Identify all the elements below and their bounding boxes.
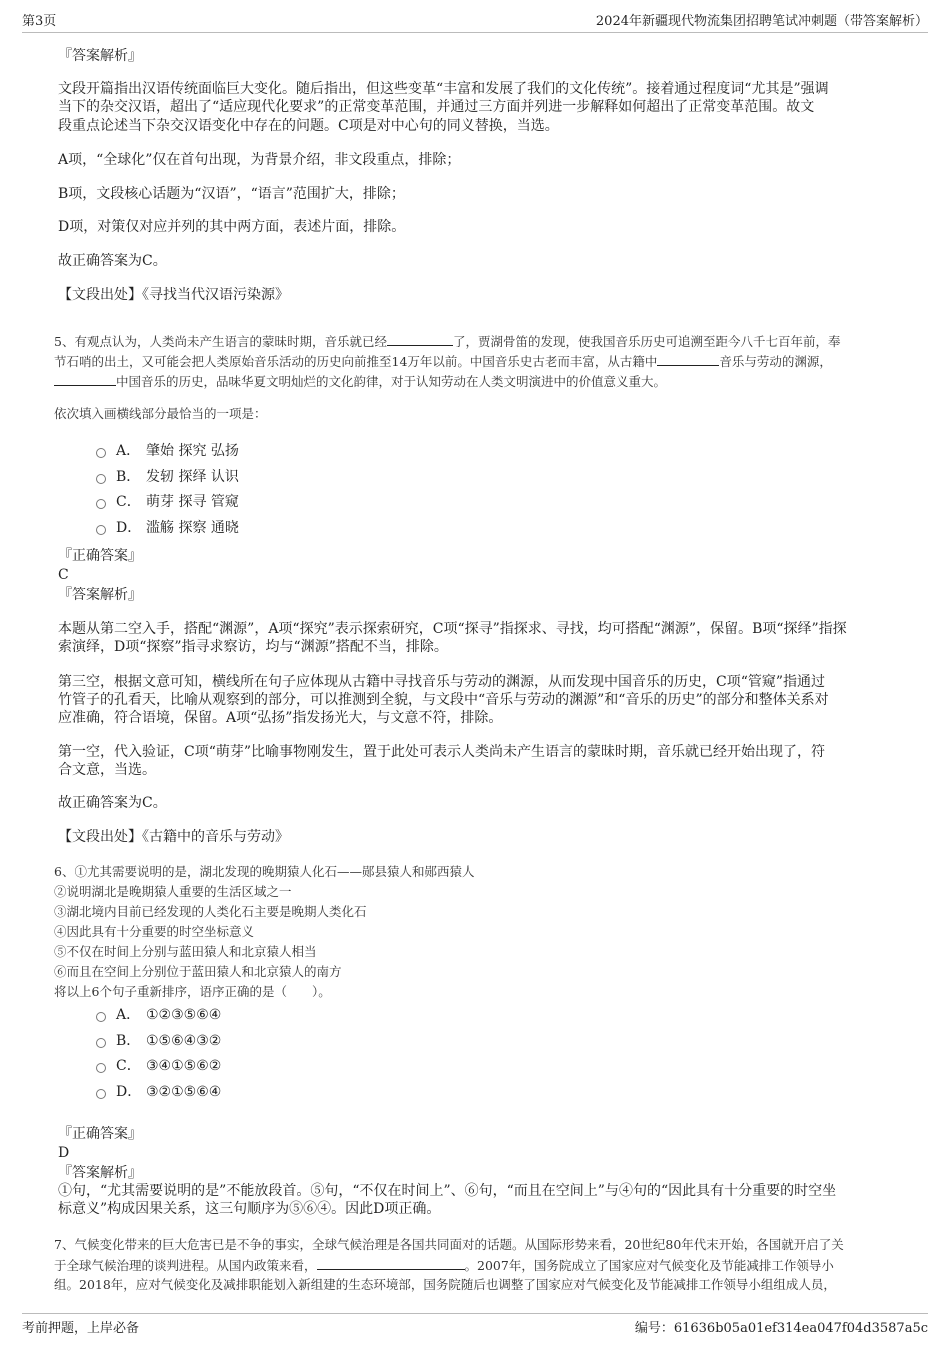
- blank-3: [54, 371, 116, 386]
- radio-icon[interactable]: [96, 448, 106, 458]
- blank-2: [657, 351, 719, 366]
- q5-prompt: 依次填入画横线部分最恰当的一项是：: [54, 406, 267, 421]
- blank-q7: [317, 1255, 465, 1270]
- q6-line6: ⑥而且在空间上分别位于蓝田猿人和北京猿人的南方: [54, 964, 342, 979]
- radio-icon[interactable]: [96, 474, 106, 484]
- radio-icon[interactable]: [96, 525, 106, 535]
- page-header: [22, 10, 928, 33]
- radio-icon[interactable]: [96, 499, 106, 509]
- blank-1: [387, 331, 453, 346]
- q4-analysis-d: D项，对策仅对应并列的其中两方面，表述片面，排除。: [58, 219, 406, 235]
- q5-stem-line1: 5、有观点认为，人类尚未产生语言的蒙昧时期，音乐就已经 了，贾湖骨笛的发现，使我国音乐历史可追溯至距今八千七百年前，奉: [54, 331, 902, 352]
- document-title: 2024年新疆现代物流集团招聘笔试冲刺题（带答案解析）: [595, 14, 928, 29]
- q6-line2: ②说明湖北是晚期猿人重要的生活区域之一: [54, 884, 292, 899]
- footer-slogan: 考前押题，上岸必备: [22, 1321, 140, 1336]
- q4-conclusion: 故正确答案为C。: [58, 253, 167, 269]
- page-number: 第3页: [22, 14, 57, 29]
- q5-stem-line2: 节石哨的出土，又可能会把人类原始音乐活动的历史向前推至14万年以前。中国音乐史古老而丰富，从古籍中 音乐与劳动的渊源，: [54, 351, 902, 372]
- q5-analysis-b2: 竹管子的孔看天，比喻从观察到的部分，可以推测到全貌，与文段中“音乐与劳动的渊源”和“音乐的历史”的部分和整体关系对: [58, 692, 829, 708]
- q5-analysis-a2: 索演绎，D项“探察”指寻求察访，均与“渊源”搭配不当，排除。: [58, 639, 448, 655]
- q5-option-a[interactable]: A． 肇始 探究 弘扬: [96, 443, 239, 460]
- q5-analysis-a1: 本题从第二空入手，搭配“渊源”，A项“探究”表示探索研究，C项“探寻”指探求、寻找，均可搭配“渊源”，保留。B项“探绎”指探: [58, 621, 847, 637]
- q5-option-d[interactable]: D． 滥觞 探察 通晓: [96, 520, 239, 537]
- q6-line4: ④因此具有十分重要的时空坐标意义: [54, 924, 255, 939]
- q5-analysis-b3: 应准确，符合语境，保留。A项“弘扬”指发扬光大，与文意不符，排除。: [58, 710, 503, 726]
- q5-option-c[interactable]: C． 萌芽 探寻 管窥: [96, 494, 239, 511]
- radio-icon[interactable]: [96, 1038, 106, 1048]
- q4-analysis-p3: 段重点论述当下杂交汉语变化中存在的问题。C项是对中心句的同义替换，当选。: [58, 118, 559, 134]
- q6-option-c[interactable]: C． ③④①⑤⑥②: [96, 1058, 221, 1075]
- radio-icon[interactable]: [96, 1063, 106, 1073]
- q4-analysis-b: B项，文段核心话题为“汉语”，“语言”范围扩大，排除；: [58, 186, 405, 202]
- q6-line3: ③湖北境内目前已经发现的人类化石主要是晚期人类化石: [54, 904, 367, 919]
- q6-prompt: 将以上6个句子重新排序，语序正确的是（ ）。: [54, 984, 331, 999]
- q6-analysis-label: 『答案解析』: [58, 1165, 142, 1181]
- q5-source: 【文段出处】《古籍中的音乐与劳动》: [58, 829, 289, 845]
- q6-line5: ⑤不仅在时间上分别与蓝田猿人和北京猿人相当: [54, 944, 317, 959]
- q5-analysis-b1: 第三空，根据文意可知，横线所在句子应体现从古籍中寻找音乐与劳动的渊源，从而发现中国音乐的历史，C项“管窥”指通过: [58, 674, 826, 690]
- q4-analysis-label: 『答案解析』: [58, 48, 142, 64]
- radio-icon[interactable]: [96, 1089, 106, 1099]
- q6-correct-answer: D: [58, 1145, 70, 1161]
- q7-line1: 7、气候变化带来的巨大危害已是不争的事实，全球气候治理是各国共同面对的话题。从国际形势来看，20世纪80年代末开始，各国就开启了关: [54, 1237, 844, 1252]
- q6-line1: 6、①尤其需要说明的是，湖北发现的晚期猿人化石——郧县猿人和郧西猿人: [54, 864, 475, 879]
- q6-option-a[interactable]: A． ①②③⑤⑥④: [96, 1007, 221, 1024]
- q5-correct-answer: C: [58, 567, 69, 583]
- q6-correct-label: 『正确答案』: [58, 1126, 142, 1142]
- q6-option-b[interactable]: B． ①⑤⑥④③②: [96, 1033, 221, 1050]
- q5-conclusion: 故正确答案为C。: [58, 795, 167, 811]
- radio-icon[interactable]: [96, 1012, 106, 1022]
- q5-analysis-label: 『答案解析』: [58, 587, 142, 603]
- q7-line3: 组。2018年，应对气候变化及减排职能划入新组建的生态环境部，国务院随后也调整了国家应对气候变化及节能减排工作领导小组组成人员，: [54, 1277, 836, 1292]
- document-code: 编号：61636b05a01ef314ea047f04d3587a5c: [634, 1321, 928, 1336]
- q7-line2: 于全球气候治理的谈判进程。从国内政策来看， 。2007年，国务院成立了国家应对气候变化及节能减排工作领导小: [54, 1255, 902, 1276]
- q5-option-b[interactable]: B． 发轫 探绎 认识: [96, 469, 239, 486]
- q5-stem-line3: 中国音乐的历史，品味华夏文明灿烂的文化韵律，对于认知劳动在人类文明演进中的价值意义重大。: [54, 371, 902, 392]
- q5-analysis-c1: 第一空，代入验证，C项“萌芽”比喻事物刚发生，置于此处可表示人类尚未产生语言的蒙昧时期，音乐就已经开始出现了，符: [58, 744, 826, 760]
- page-footer: [22, 1313, 928, 1339]
- q4-analysis-p1: 文段开篇指出汉语传统面临巨大变化。随后指出，但这些变革“丰富和发展了我们的文化传统”。接着通过程度词“尤其是”强调: [58, 81, 829, 97]
- q6-analysis-a2: 标意义”构成因果关系，这三句顺序为⑤⑥④。因此D项正确。: [58, 1201, 441, 1217]
- q6-analysis-a1: ①句，“尤其需要说明的是”不能放段首。⑤句，“不仅在时间上”、⑥句，“而且在空间上”与④句的“因此具有十分重要的时空坐: [58, 1183, 837, 1199]
- q4-analysis-p2: 当下的杂交汉语，超出了“适应现代化要求”的正常变革范围，并通过三方面并列进一步解释如何超出了正常变革范围。故文: [58, 99, 815, 115]
- q4-source: 【文段出处】《寻找当代汉语污染源》: [58, 287, 289, 303]
- q4-analysis-a: A项，“全球化”仅在首句出现，为背景介绍，非文段重点，排除；: [58, 152, 461, 168]
- q5-correct-label: 『正确答案』: [58, 548, 142, 564]
- q6-option-d[interactable]: D． ③②①⑤⑥④: [96, 1084, 221, 1101]
- q5-analysis-c2: 合文意，当选。: [58, 762, 156, 778]
